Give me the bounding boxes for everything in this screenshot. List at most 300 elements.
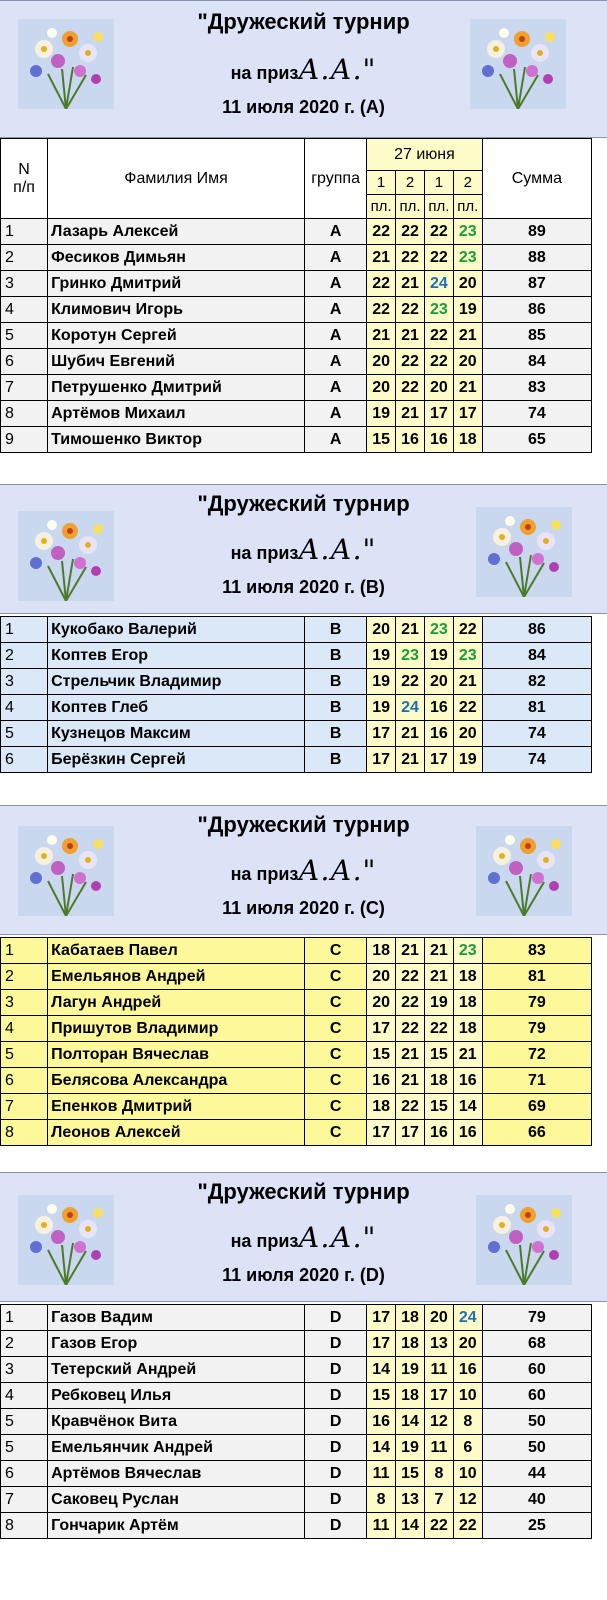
total-score: 82 bbox=[482, 669, 591, 695]
row-number: 1 bbox=[1, 1305, 48, 1331]
total-score: 85 bbox=[482, 323, 591, 349]
table-row bbox=[1, 1068, 592, 1094]
round-unit: пл. bbox=[453, 195, 482, 219]
table-row bbox=[1, 401, 592, 427]
round-score: 17 bbox=[424, 1383, 453, 1409]
round-score: 19 bbox=[367, 643, 396, 669]
row-number: 2 bbox=[1, 964, 48, 990]
round-score: 19 bbox=[424, 643, 453, 669]
round-score: 23 bbox=[453, 938, 482, 964]
round-header: 2 bbox=[453, 171, 482, 195]
round-score: 18 bbox=[453, 1016, 482, 1042]
section-d-header bbox=[0, 1172, 607, 1302]
player-name: Пришутов Владимир bbox=[48, 1016, 305, 1042]
round-score: 21 bbox=[424, 964, 453, 990]
player-group: B bbox=[305, 643, 367, 669]
player-name: Газов Вадим bbox=[48, 1305, 305, 1331]
player-group: C bbox=[305, 1094, 367, 1120]
player-name: Емельянов Андрей bbox=[48, 964, 305, 990]
round-score: 18 bbox=[424, 1068, 453, 1094]
player-group: D bbox=[305, 1513, 367, 1539]
tournament-title: "Дружеский турнир bbox=[197, 1179, 410, 1204]
round-score: 17 bbox=[367, 1120, 396, 1146]
total-score: 68 bbox=[482, 1331, 591, 1357]
round-score: 16 bbox=[453, 1357, 482, 1383]
round-score: 20 bbox=[367, 349, 396, 375]
total-score: 86 bbox=[482, 617, 591, 643]
round-header: 1 bbox=[424, 171, 453, 195]
row-number: 3 bbox=[1, 669, 48, 695]
round-score: 22 bbox=[453, 617, 482, 643]
player-name: Фесиков Димьян bbox=[48, 245, 305, 271]
player-group: B bbox=[305, 747, 367, 773]
player-name: Леонов Алексей bbox=[48, 1120, 305, 1146]
table-row bbox=[1, 427, 592, 453]
round-score: 15 bbox=[367, 427, 396, 453]
round-score: 21 bbox=[424, 938, 453, 964]
row-number: 6 bbox=[1, 349, 48, 375]
table-row bbox=[1, 1383, 592, 1409]
round-score: 18 bbox=[367, 938, 396, 964]
round-score: 16 bbox=[367, 1068, 396, 1094]
prize-name: А.А. bbox=[298, 1221, 363, 1254]
round-score: 14 bbox=[367, 1357, 396, 1383]
round-score: 23 bbox=[396, 643, 425, 669]
total-score: 74 bbox=[482, 721, 591, 747]
round-score: 7 bbox=[424, 1487, 453, 1513]
round-score: 22 bbox=[396, 669, 425, 695]
round-score: 21 bbox=[396, 617, 425, 643]
round-score: 19 bbox=[424, 990, 453, 1016]
row-number: 5 bbox=[1, 1042, 48, 1068]
row-number: 8 bbox=[1, 401, 48, 427]
round-score: 8 bbox=[424, 1461, 453, 1487]
col-date-header: 27 июня bbox=[367, 139, 483, 171]
row-number: 2 bbox=[1, 1331, 48, 1357]
player-group: C bbox=[305, 964, 367, 990]
round-score: 22 bbox=[367, 297, 396, 323]
round-score: 20 bbox=[367, 375, 396, 401]
round-unit: пл. bbox=[424, 195, 453, 219]
round-score: 20 bbox=[367, 964, 396, 990]
round-score: 22 bbox=[424, 1513, 453, 1539]
round-score: 19 bbox=[367, 401, 396, 427]
total-score: 50 bbox=[482, 1409, 591, 1435]
round-score: 22 bbox=[396, 964, 425, 990]
total-score: 79 bbox=[482, 1016, 591, 1042]
row-number: 1 bbox=[1, 617, 48, 643]
total-score: 60 bbox=[482, 1357, 591, 1383]
section-subtitle: 11 июля 2020 г. (A) bbox=[222, 97, 385, 117]
col-group-header: группа bbox=[305, 139, 367, 219]
table-row bbox=[1, 1357, 592, 1383]
table-row bbox=[1, 323, 592, 349]
section-subtitle: 11 июля 2020 г. (C) bbox=[222, 898, 385, 918]
total-score: 74 bbox=[482, 747, 591, 773]
total-score: 83 bbox=[482, 938, 591, 964]
round-score: 18 bbox=[367, 1094, 396, 1120]
round-score: 24 bbox=[453, 1305, 482, 1331]
player-group: B bbox=[305, 669, 367, 695]
round-score: 6 bbox=[453, 1435, 482, 1461]
round-score: 19 bbox=[453, 297, 482, 323]
total-score: 81 bbox=[482, 964, 591, 990]
player-group: D bbox=[305, 1487, 367, 1513]
results-table-c bbox=[0, 937, 592, 1146]
player-name: Коптев Глеб bbox=[48, 695, 305, 721]
row-number: 4 bbox=[1, 1383, 48, 1409]
player-group: A bbox=[305, 219, 367, 245]
prize-name: А.А. bbox=[298, 53, 363, 86]
table-row bbox=[1, 964, 592, 990]
section-c-header bbox=[0, 805, 607, 935]
section-subtitle: 11 июля 2020 г. (B) bbox=[222, 577, 385, 597]
round-score: 17 bbox=[424, 401, 453, 427]
table-row bbox=[1, 721, 592, 747]
section-subtitle: 11 июля 2020 г. (D) bbox=[222, 1265, 385, 1285]
section-a-header bbox=[0, 0, 607, 138]
player-name: Артёмов Михаил bbox=[48, 401, 305, 427]
player-group: A bbox=[305, 271, 367, 297]
round-score: 16 bbox=[453, 1068, 482, 1094]
row-number: 8 bbox=[1, 1120, 48, 1146]
total-score: 60 bbox=[482, 1383, 591, 1409]
player-name: Тетерский Андрей bbox=[48, 1357, 305, 1383]
table-row bbox=[1, 375, 592, 401]
row-number: 1 bbox=[1, 938, 48, 964]
round-score: 19 bbox=[367, 695, 396, 721]
prize-line: на призА.А." bbox=[230, 854, 377, 887]
row-number: 8 bbox=[1, 1513, 48, 1539]
round-score: 16 bbox=[367, 1409, 396, 1435]
total-score: 87 bbox=[482, 271, 591, 297]
player-name: Артёмов Вячеслав bbox=[48, 1461, 305, 1487]
player-name: Полторан Вячеслав bbox=[48, 1042, 305, 1068]
player-name: Берёзкин Сергей bbox=[48, 747, 305, 773]
round-score: 23 bbox=[453, 245, 482, 271]
round-score: 23 bbox=[453, 219, 482, 245]
round-score: 13 bbox=[424, 1331, 453, 1357]
row-number: 6 bbox=[1, 1068, 48, 1094]
total-score: 81 bbox=[482, 695, 591, 721]
total-score: 25 bbox=[482, 1513, 591, 1539]
round-score: 16 bbox=[396, 427, 425, 453]
row-number: 6 bbox=[1, 1461, 48, 1487]
round-score: 20 bbox=[424, 669, 453, 695]
player-name: Стрельчик Владимир bbox=[48, 669, 305, 695]
round-score: 19 bbox=[396, 1435, 425, 1461]
player-name: Емельянчик Андрей bbox=[48, 1435, 305, 1461]
round-score: 22 bbox=[396, 375, 425, 401]
round-score: 20 bbox=[367, 617, 396, 643]
round-score: 22 bbox=[424, 245, 453, 271]
col-name-header: Фамилия Имя bbox=[48, 139, 305, 219]
round-score: 22 bbox=[367, 219, 396, 245]
player-name: Гончарик Артём bbox=[48, 1513, 305, 1539]
round-score: 21 bbox=[396, 323, 425, 349]
round-score: 22 bbox=[396, 1094, 425, 1120]
table-row bbox=[1, 245, 592, 271]
round-score: 15 bbox=[367, 1042, 396, 1068]
round-score: 22 bbox=[396, 1016, 425, 1042]
round-score: 13 bbox=[396, 1487, 425, 1513]
round-score: 22 bbox=[424, 219, 453, 245]
round-score: 11 bbox=[367, 1461, 396, 1487]
total-score: 79 bbox=[482, 1305, 591, 1331]
table-row bbox=[1, 1435, 592, 1461]
tournament-title: "Дружеский турнир bbox=[197, 812, 410, 837]
round-score: 15 bbox=[367, 1383, 396, 1409]
round-score: 21 bbox=[453, 375, 482, 401]
round-score: 20 bbox=[367, 990, 396, 1016]
round-score: 21 bbox=[453, 669, 482, 695]
prize-name: А.А. bbox=[298, 854, 363, 887]
total-score: 71 bbox=[482, 1068, 591, 1094]
round-score: 22 bbox=[396, 219, 425, 245]
row-number: 3 bbox=[1, 271, 48, 297]
total-score: 84 bbox=[482, 643, 591, 669]
round-score: 21 bbox=[453, 323, 482, 349]
table-row bbox=[1, 617, 592, 643]
total-score: 50 bbox=[482, 1435, 591, 1461]
table-row bbox=[1, 1042, 592, 1068]
round-score: 18 bbox=[396, 1305, 425, 1331]
round-score: 11 bbox=[424, 1357, 453, 1383]
round-score: 21 bbox=[396, 1068, 425, 1094]
table-row bbox=[1, 271, 592, 297]
row-number: 2 bbox=[1, 643, 48, 669]
round-score: 10 bbox=[453, 1461, 482, 1487]
table-row bbox=[1, 938, 592, 964]
round-score: 20 bbox=[453, 349, 482, 375]
player-group: D bbox=[305, 1331, 367, 1357]
player-group: C bbox=[305, 990, 367, 1016]
round-score: 20 bbox=[453, 1331, 482, 1357]
player-name: Белясова Александра bbox=[48, 1068, 305, 1094]
table-row bbox=[1, 695, 592, 721]
total-score: 74 bbox=[482, 401, 591, 427]
round-score: 20 bbox=[424, 1305, 453, 1331]
table-row bbox=[1, 1487, 592, 1513]
player-group: D bbox=[305, 1409, 367, 1435]
row-number: 9 bbox=[1, 427, 48, 453]
round-unit: пл. bbox=[367, 195, 396, 219]
prize-line: на призА.А." bbox=[230, 53, 377, 86]
row-number: 1 bbox=[1, 219, 48, 245]
round-score: 15 bbox=[424, 1042, 453, 1068]
player-name: Тимошенко Виктор bbox=[48, 427, 305, 453]
row-number: 7 bbox=[1, 375, 48, 401]
total-score: 84 bbox=[482, 349, 591, 375]
round-score: 18 bbox=[396, 1331, 425, 1357]
table-row bbox=[1, 219, 592, 245]
round-score: 16 bbox=[424, 427, 453, 453]
round-score: 22 bbox=[424, 1016, 453, 1042]
round-score: 22 bbox=[396, 297, 425, 323]
row-number: 3 bbox=[1, 1357, 48, 1383]
round-score: 17 bbox=[367, 1331, 396, 1357]
round-score: 8 bbox=[453, 1409, 482, 1435]
round-score: 12 bbox=[424, 1409, 453, 1435]
col-number-header: N п/п bbox=[1, 139, 48, 219]
player-group: C bbox=[305, 1068, 367, 1094]
player-name: Епенков Дмитрий bbox=[48, 1094, 305, 1120]
section-b-header bbox=[0, 484, 607, 614]
round-score: 16 bbox=[424, 721, 453, 747]
table-row bbox=[1, 1513, 592, 1539]
round-score: 17 bbox=[367, 747, 396, 773]
round-score: 19 bbox=[367, 669, 396, 695]
round-score: 22 bbox=[424, 323, 453, 349]
round-score: 21 bbox=[396, 721, 425, 747]
round-score: 17 bbox=[396, 1120, 425, 1146]
round-score: 21 bbox=[396, 401, 425, 427]
row-number: 6 bbox=[1, 747, 48, 773]
round-score: 10 bbox=[453, 1383, 482, 1409]
total-score: 86 bbox=[482, 297, 591, 323]
round-score: 23 bbox=[453, 643, 482, 669]
round-score: 11 bbox=[367, 1513, 396, 1539]
row-number: 7 bbox=[1, 1094, 48, 1120]
player-name: Кравчёнок Вита bbox=[48, 1409, 305, 1435]
round-score: 23 bbox=[424, 297, 453, 323]
round-score: 20 bbox=[424, 375, 453, 401]
player-name: Лагун Андрей bbox=[48, 990, 305, 1016]
player-group: A bbox=[305, 245, 367, 271]
round-score: 14 bbox=[367, 1435, 396, 1461]
round-score: 16 bbox=[453, 1120, 482, 1146]
row-number: 3 bbox=[1, 990, 48, 1016]
round-unit: пл. bbox=[396, 195, 425, 219]
round-score: 15 bbox=[424, 1094, 453, 1120]
player-group: A bbox=[305, 297, 367, 323]
round-score: 16 bbox=[424, 695, 453, 721]
round-score: 21 bbox=[367, 245, 396, 271]
round-score: 21 bbox=[453, 1042, 482, 1068]
col-sum-header: Сумма bbox=[482, 139, 591, 219]
round-score: 22 bbox=[367, 271, 396, 297]
round-score: 15 bbox=[396, 1461, 425, 1487]
total-score: 79 bbox=[482, 990, 591, 1016]
player-group: D bbox=[305, 1305, 367, 1331]
round-score: 24 bbox=[424, 271, 453, 297]
round-score: 17 bbox=[367, 1305, 396, 1331]
player-group: D bbox=[305, 1383, 367, 1409]
player-group: C bbox=[305, 1042, 367, 1068]
player-name: Шубич Евгений bbox=[48, 349, 305, 375]
row-number: 2 bbox=[1, 245, 48, 271]
round-score: 11 bbox=[424, 1435, 453, 1461]
round-score: 17 bbox=[453, 401, 482, 427]
round-score: 17 bbox=[367, 721, 396, 747]
player-name: Газов Егор bbox=[48, 1331, 305, 1357]
round-score: 12 bbox=[453, 1487, 482, 1513]
table-row bbox=[1, 1305, 592, 1331]
round-score: 22 bbox=[396, 245, 425, 271]
round-score: 24 bbox=[396, 695, 425, 721]
table-row bbox=[1, 1120, 592, 1146]
prize-line: на призА.А." bbox=[230, 1221, 377, 1254]
player-group: A bbox=[305, 349, 367, 375]
player-group: B bbox=[305, 695, 367, 721]
round-score: 16 bbox=[424, 1120, 453, 1146]
player-name: Кузнецов Максим bbox=[48, 721, 305, 747]
round-score: 21 bbox=[367, 323, 396, 349]
row-number: 5 bbox=[1, 721, 48, 747]
player-name: Кукобако Валерий bbox=[48, 617, 305, 643]
table-row bbox=[1, 1461, 592, 1487]
player-name: Коптев Егор bbox=[48, 643, 305, 669]
round-score: 18 bbox=[453, 964, 482, 990]
player-group: A bbox=[305, 427, 367, 453]
total-score: 89 bbox=[482, 219, 591, 245]
tournament-title: "Дружеский турнир bbox=[197, 491, 410, 516]
table-row bbox=[1, 1331, 592, 1357]
player-group: A bbox=[305, 323, 367, 349]
player-name: Коротун Сергей bbox=[48, 323, 305, 349]
round-score: 21 bbox=[396, 271, 425, 297]
results-table-b bbox=[0, 616, 592, 773]
round-score: 22 bbox=[396, 349, 425, 375]
round-score: 22 bbox=[396, 990, 425, 1016]
round-header: 1 bbox=[367, 171, 396, 195]
player-name: Саковец Руслан bbox=[48, 1487, 305, 1513]
round-score: 17 bbox=[424, 747, 453, 773]
round-score: 19 bbox=[396, 1357, 425, 1383]
player-group: C bbox=[305, 1120, 367, 1146]
round-score: 21 bbox=[396, 1042, 425, 1068]
round-score: 14 bbox=[396, 1409, 425, 1435]
round-score: 22 bbox=[453, 695, 482, 721]
row-number: 5 bbox=[1, 1409, 48, 1435]
round-score: 21 bbox=[396, 938, 425, 964]
player-name: Ребковец Илья bbox=[48, 1383, 305, 1409]
player-group: D bbox=[305, 1435, 367, 1461]
total-score: 44 bbox=[482, 1461, 591, 1487]
row-number: 4 bbox=[1, 297, 48, 323]
round-score: 8 bbox=[367, 1487, 396, 1513]
total-score: 88 bbox=[482, 245, 591, 271]
table-row bbox=[1, 1016, 592, 1042]
results-table-d bbox=[0, 1304, 592, 1539]
row-number: 4 bbox=[1, 1016, 48, 1042]
table-row bbox=[1, 297, 592, 323]
round-score: 20 bbox=[453, 271, 482, 297]
round-score: 19 bbox=[453, 747, 482, 773]
results-table-a bbox=[0, 218, 592, 453]
player-group: D bbox=[305, 1461, 367, 1487]
player-name: Кабатаев Павел bbox=[48, 938, 305, 964]
total-score: 40 bbox=[482, 1487, 591, 1513]
table-row bbox=[1, 990, 592, 1016]
row-number: 7 bbox=[1, 1487, 48, 1513]
table-row bbox=[1, 1094, 592, 1120]
round-score: 22 bbox=[453, 1513, 482, 1539]
round-score: 21 bbox=[396, 747, 425, 773]
tournament-title: "Дружеский турнир bbox=[197, 9, 410, 34]
total-score: 66 bbox=[482, 1120, 591, 1146]
prize-name: А.А. bbox=[298, 533, 363, 566]
player-name: Климович Игорь bbox=[48, 297, 305, 323]
total-score: 83 bbox=[482, 375, 591, 401]
player-group: B bbox=[305, 721, 367, 747]
round-score: 23 bbox=[424, 617, 453, 643]
player-group: A bbox=[305, 375, 367, 401]
round-score: 20 bbox=[453, 721, 482, 747]
player-group: C bbox=[305, 1016, 367, 1042]
player-group: D bbox=[305, 1357, 367, 1383]
round-score: 17 bbox=[367, 1016, 396, 1042]
